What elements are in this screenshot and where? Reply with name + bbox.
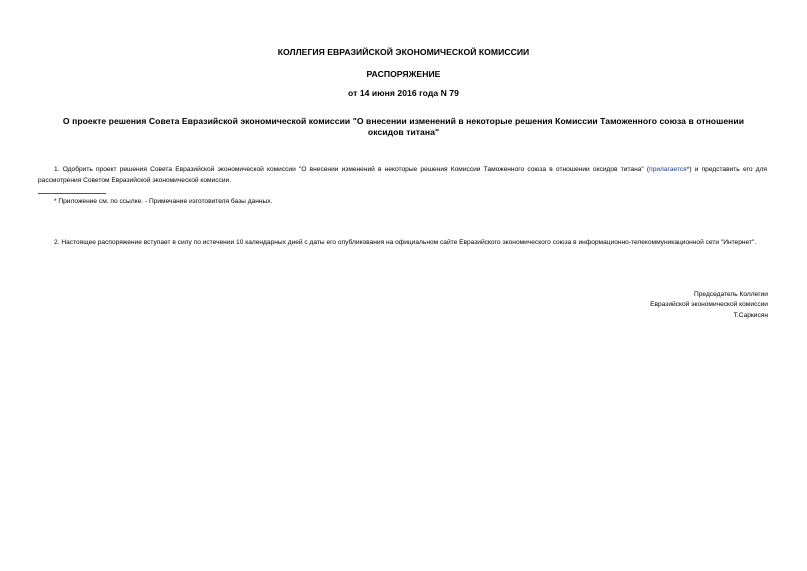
organization-heading: КОЛЛЕГИЯ ЕВРАЗИЙСКОЙ ЭКОНОМИЧЕСКОЙ КОМИССИИ [277, 47, 530, 57]
signature-position: Председатель Коллегии [694, 291, 768, 298]
signature-organization: Евразийской экономической комиссии [650, 301, 768, 308]
document-title: О проекте решения Совета Евразийской экономической комиссии "О внесении изменений в некоторые решения Комиссии Таможенного союза в отношении оксидов титана" [62, 116, 745, 137]
signature-name: Т.Саркисян [733, 312, 768, 319]
date-number-heading: от 14 июня 2016 года N 79 [348, 88, 459, 98]
paragraph-1-text-end: *) и представить его для рассмотрения Советом Евразийской экономической комиссии. [38, 166, 767, 184]
attachment-link[interactable]: прилагается [649, 166, 687, 173]
footnote: * Приложение см. по ссылке. - Примечание изготовителя базы данных. [54, 198, 273, 205]
footnote-divider [38, 193, 106, 194]
paragraph-2: 2. Настоящее распоряжение вступает в силу по истечении 10 календарных дней с даты его опубликования на официальном сайте Евразийского экономического союза в информационно-телекоммуникационной сети "Интернет". [54, 239, 757, 246]
document-type-heading: РАСПОРЯЖЕНИЕ [366, 69, 441, 79]
paragraph-1 [38, 165, 767, 186]
paragraph-1-text-start: 1. Одобрить проект решения Совета Евразийской экономической комиссии "О внесении изменений в некоторые решения Комиссии Таможенного союза в отношении оксидов титана" ( [54, 166, 650, 173]
